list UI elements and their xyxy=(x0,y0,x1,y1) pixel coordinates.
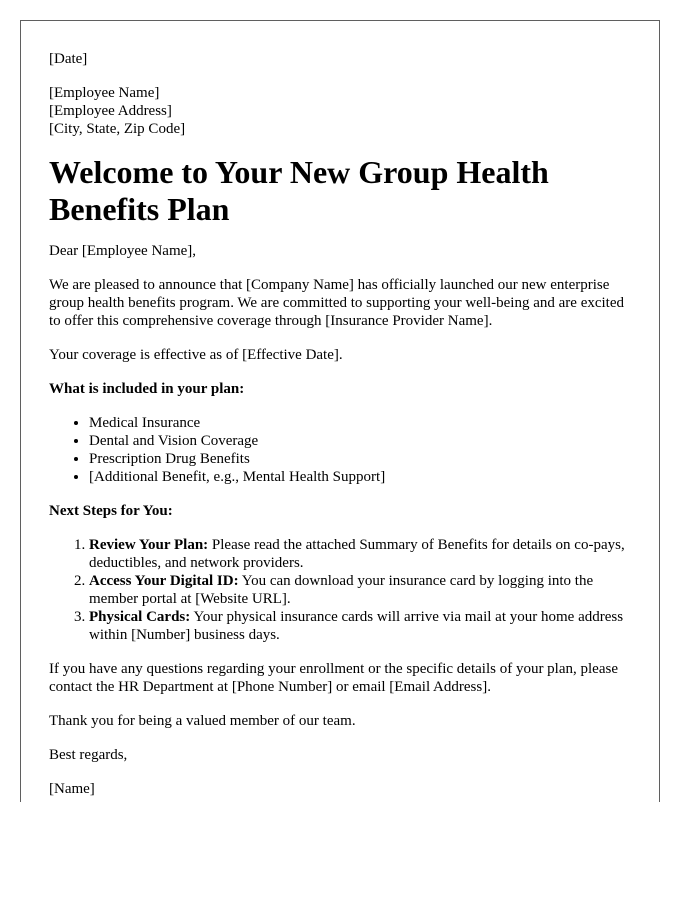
letter-page xyxy=(20,20,660,802)
signature-name: [Name] xyxy=(49,781,95,797)
recipient-address: [Employee Address] xyxy=(49,103,172,119)
thanks-paragraph: Thank you for being a valued member of our team. xyxy=(49,713,356,729)
list-item: • [Additional Benefit, e.g., Mental Health Support] xyxy=(89,468,633,486)
recipient-name: [Employee Name] xyxy=(49,85,160,101)
recipient-city-state-zip: [City, State, Zip Code] xyxy=(49,121,186,137)
questions-paragraph: If you have any questions regarding your enrollment or the specific details of your plan, please contact the HR Department at [Phone Number] or email [Email Address]. xyxy=(49,661,618,695)
next-step-text: You can download your insurance card by logging into the member portal at [Website URL]. xyxy=(89,573,594,607)
next-step-text: Your physical insurance cards will arrive via mail at your home address within [Number] business days. xyxy=(89,609,624,643)
included-list xyxy=(49,414,633,486)
letter-date: [Date] xyxy=(49,51,88,67)
list-item: • Prescription Drug Benefits xyxy=(89,450,633,468)
intro-paragraph: We are pleased to announce that [Company Name] has officially launched our new enterprise group health benefits program. We are committed to supporting your well-being and are excited to offer this comprehensive coverage through [Insurance Provider Name]. xyxy=(49,277,625,329)
next-step-item xyxy=(89,608,633,644)
letter-content xyxy=(49,50,633,802)
recipient-address-block xyxy=(49,84,633,138)
next-step-item xyxy=(89,536,633,572)
closing: Best regards, xyxy=(49,747,128,763)
next-step-text: Please read the attached Summary of Benefits for details on co-pays, deductibles, and network providers. xyxy=(89,537,625,571)
next-step-title: Review Your Plan: xyxy=(89,537,209,553)
included-heading: What is included in your plan: xyxy=(49,381,245,397)
next-step-title: Physical Cards: xyxy=(89,609,191,625)
effective-date-paragraph: Your coverage is effective as of [Effective Date]. xyxy=(49,347,343,363)
letter-title: Welcome to Your New Group Health Benefits Plan xyxy=(49,154,549,227)
next-step-item xyxy=(89,572,633,608)
next-steps-heading: Next Steps for You: xyxy=(49,503,173,519)
next-step-title: Access Your Digital ID: xyxy=(89,573,239,589)
salutation: Dear [Employee Name], xyxy=(49,243,197,259)
next-steps-list xyxy=(49,536,633,644)
list-item: • Dental and Vision Coverage xyxy=(89,432,633,450)
list-item: • Medical Insurance xyxy=(89,414,633,432)
